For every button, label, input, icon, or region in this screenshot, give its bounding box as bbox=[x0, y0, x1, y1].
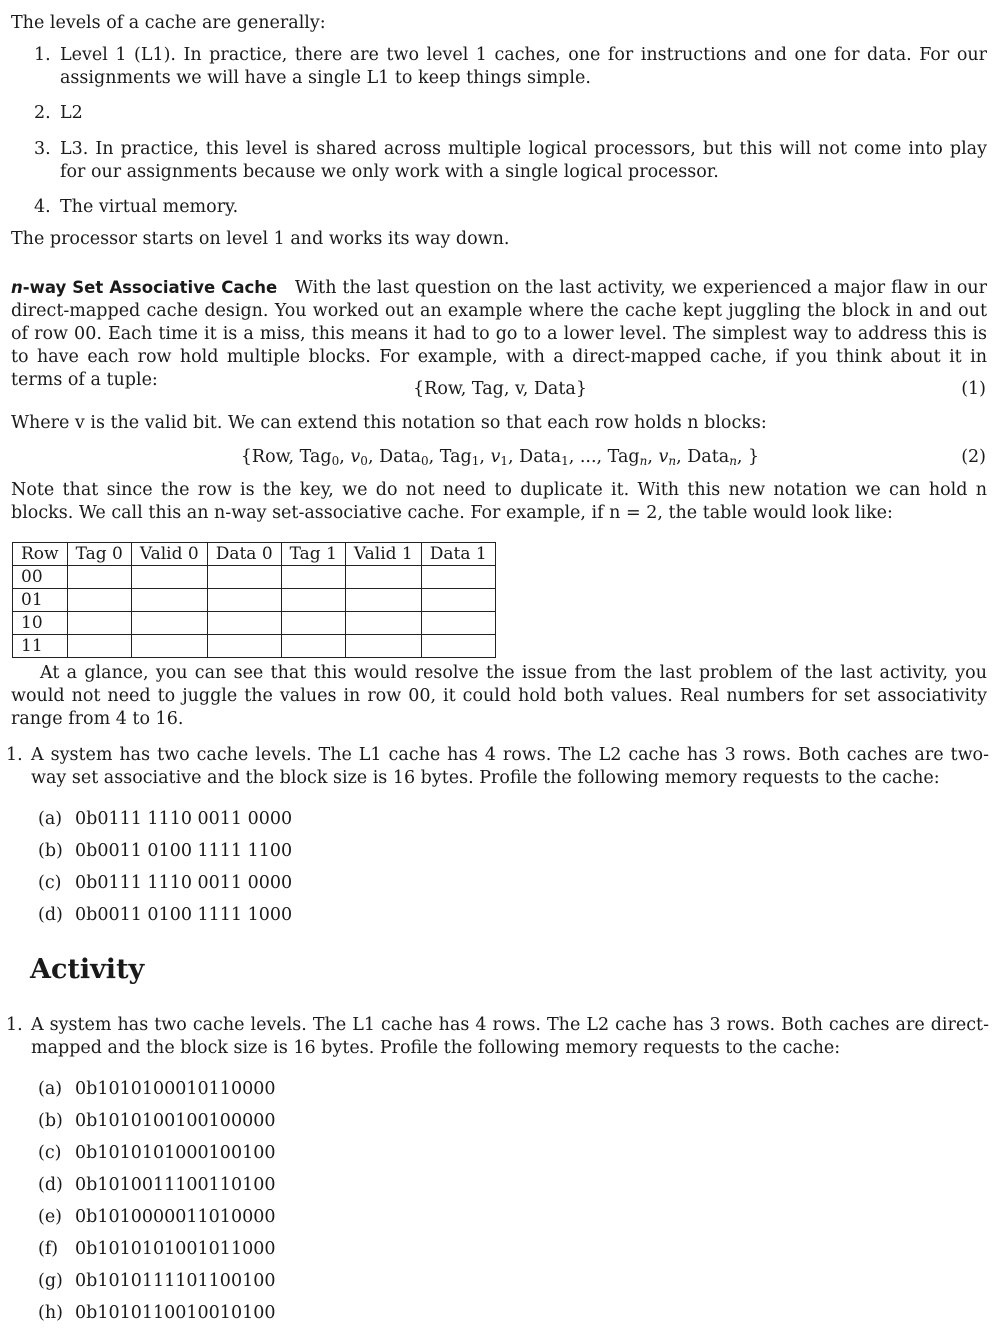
table-cell bbox=[67, 612, 131, 635]
table-cell-row: 01 bbox=[13, 589, 68, 612]
table-header: Tag 1 bbox=[281, 543, 345, 566]
equation-1-number: (1) bbox=[961, 379, 986, 399]
list-item-number: 2. bbox=[34, 103, 51, 123]
table-header-row bbox=[13, 543, 496, 566]
list-item: The virtual memory. bbox=[60, 197, 239, 217]
table-header: Data 0 bbox=[207, 543, 281, 566]
item-value: 0b0011 0100 1111 1000 bbox=[75, 905, 293, 925]
item-label: (f) bbox=[38, 1239, 59, 1259]
question-text: A system has two cache levels. The L1 cache has 4 rows. The L2 cache has 3 rows. Both caches are two-way set associative and the block size is 16 bytes. Profile the following memory requests to the cache: bbox=[31, 745, 989, 788]
table-header: Valid 1 bbox=[345, 543, 421, 566]
table-cell bbox=[67, 589, 131, 612]
works-down-text: The processor starts on level 1 and works its way down. bbox=[11, 229, 510, 249]
item-label: (c) bbox=[38, 873, 62, 893]
table-cell bbox=[131, 589, 207, 612]
table-cell bbox=[207, 612, 281, 635]
table-row bbox=[13, 612, 496, 635]
item-label: (e) bbox=[38, 1207, 63, 1227]
table-cell bbox=[207, 635, 281, 658]
equation-1: {Row, Tag, v, Data} bbox=[413, 379, 587, 399]
table-cell bbox=[421, 635, 495, 658]
list-item: Level 1 (L1). In practice, there are two level 1 caches, one for instructions and one for data. For our assignments we will have a single L1 to keep things simple. bbox=[60, 45, 987, 88]
item-value: 0b1010100100100000 bbox=[75, 1111, 276, 1131]
activity-question-number: 1. bbox=[6, 1015, 23, 1035]
section-heading: Activity bbox=[30, 954, 145, 985]
table-row bbox=[13, 566, 496, 589]
table-cell bbox=[345, 635, 421, 658]
list-item-number: 1. bbox=[34, 45, 51, 65]
table-cell bbox=[281, 566, 345, 589]
list-item-number: 3. bbox=[34, 139, 51, 159]
table-cell bbox=[281, 612, 345, 635]
table-cell bbox=[207, 566, 281, 589]
table-cell bbox=[345, 589, 421, 612]
table-cell-row: 11 bbox=[13, 635, 68, 658]
equation-2: {Row, Tag$_0$, $v_0$, Data$_0$, Tag$_1$, $v_1$, Data$_1$, ..., Tag$_n$, $v_n$, Data$_n$, } bbox=[240, 447, 760, 468]
table-cell bbox=[131, 612, 207, 635]
item-value: 0b1010100010110000 bbox=[75, 1079, 276, 1099]
nway-text: With the last question on the last activity, we experienced a major flaw in our direct-mapped cache design. You worked out an example where the cache kept juggling the block in and out of row 00. Each time it is a miss, this means it had to go to a lower level. The simplest way to address this is to have each row hold multiple blocks. For example, with a direct-mapped cache, if you think about it in terms of a tuple: bbox=[11, 278, 987, 390]
item-value: 0b1010000011010000 bbox=[75, 1207, 276, 1227]
table-cell bbox=[345, 566, 421, 589]
table-row bbox=[13, 589, 496, 612]
table-cell bbox=[281, 635, 345, 658]
nway-heading-var: n bbox=[11, 278, 23, 297]
item-value: 0b1010111101100100 bbox=[75, 1271, 276, 1291]
item-label: (b) bbox=[38, 1111, 63, 1131]
item-value: 0b0111 1110 0011 0000 bbox=[75, 809, 293, 829]
table-header: Valid 0 bbox=[131, 543, 207, 566]
table-cell bbox=[281, 589, 345, 612]
item-value: 0b0111 1110 0011 0000 bbox=[75, 873, 293, 893]
table-header: Data 1 bbox=[421, 543, 495, 566]
question-number: 1. bbox=[6, 745, 23, 765]
equation-2-number: (2) bbox=[961, 447, 986, 467]
table-cell bbox=[131, 635, 207, 658]
nway-heading: -way Set Associative Cache bbox=[22, 278, 278, 297]
item-value: 0b1010101001011000 bbox=[75, 1239, 276, 1259]
note-text: Note that since the row is the key, we do not need to duplicate it. With this new notation we can hold n blocks. We call this an n-way set-associative cache. For example, if n = 2, the table would look like: bbox=[11, 480, 987, 523]
table-cell bbox=[67, 566, 131, 589]
table-cell bbox=[131, 566, 207, 589]
item-label: (d) bbox=[38, 1175, 63, 1195]
item-label: (d) bbox=[38, 905, 63, 925]
table-cell-row: 00 bbox=[13, 566, 68, 589]
item-value: 0b1010110010010100 bbox=[75, 1303, 276, 1323]
table-cell bbox=[207, 589, 281, 612]
activity-question-text: A system has two cache levels. The L1 cache has 4 rows. The L2 cache has 3 rows. Both caches are direct-mapped and the block size is 16 bytes. Profile the following memory requests to the cache: bbox=[31, 1015, 989, 1058]
nway-paragraph bbox=[11, 276, 987, 392]
item-label: (h) bbox=[38, 1303, 63, 1323]
table-cell bbox=[421, 566, 495, 589]
item-value: 0b1010101000100100 bbox=[75, 1143, 276, 1163]
item-label: (a) bbox=[38, 1079, 63, 1099]
item-label: (a) bbox=[38, 809, 63, 829]
table-cell bbox=[421, 589, 495, 612]
item-value: 0b1010011100110100 bbox=[75, 1175, 276, 1195]
item-value: 0b0011 0100 1111 1100 bbox=[75, 841, 293, 861]
item-label: (c) bbox=[38, 1143, 62, 1163]
table-row bbox=[13, 635, 496, 658]
valid-bit-text: Where v is the valid bit. We can extend this notation so that each row holds n blocks: bbox=[11, 413, 767, 433]
table-header: Tag 0 bbox=[67, 543, 131, 566]
list-item: L2 bbox=[60, 103, 83, 123]
item-label: (b) bbox=[38, 841, 63, 861]
list-item-number: 4. bbox=[34, 197, 51, 217]
list-item: L3. In practice, this level is shared across multiple logical processors, but this will not come into play for our assignments because we only work with a single logical processor. bbox=[60, 139, 987, 182]
table-header: Row bbox=[13, 543, 68, 566]
item-label: (g) bbox=[38, 1271, 63, 1291]
table-cell bbox=[421, 612, 495, 635]
table-cell bbox=[67, 635, 131, 658]
table-cell-row: 10 bbox=[13, 612, 68, 635]
table-cell bbox=[345, 612, 421, 635]
intro-text: The levels of a cache are generally: bbox=[11, 13, 326, 33]
glance-text: At a glance, you can see that this would resolve the issue from the last problem of the last activity, you would not need to juggle the values in row 00, it could hold both values. Real numbers for set associativity range from 4 to 16. bbox=[11, 663, 987, 729]
cache-table bbox=[12, 542, 496, 658]
